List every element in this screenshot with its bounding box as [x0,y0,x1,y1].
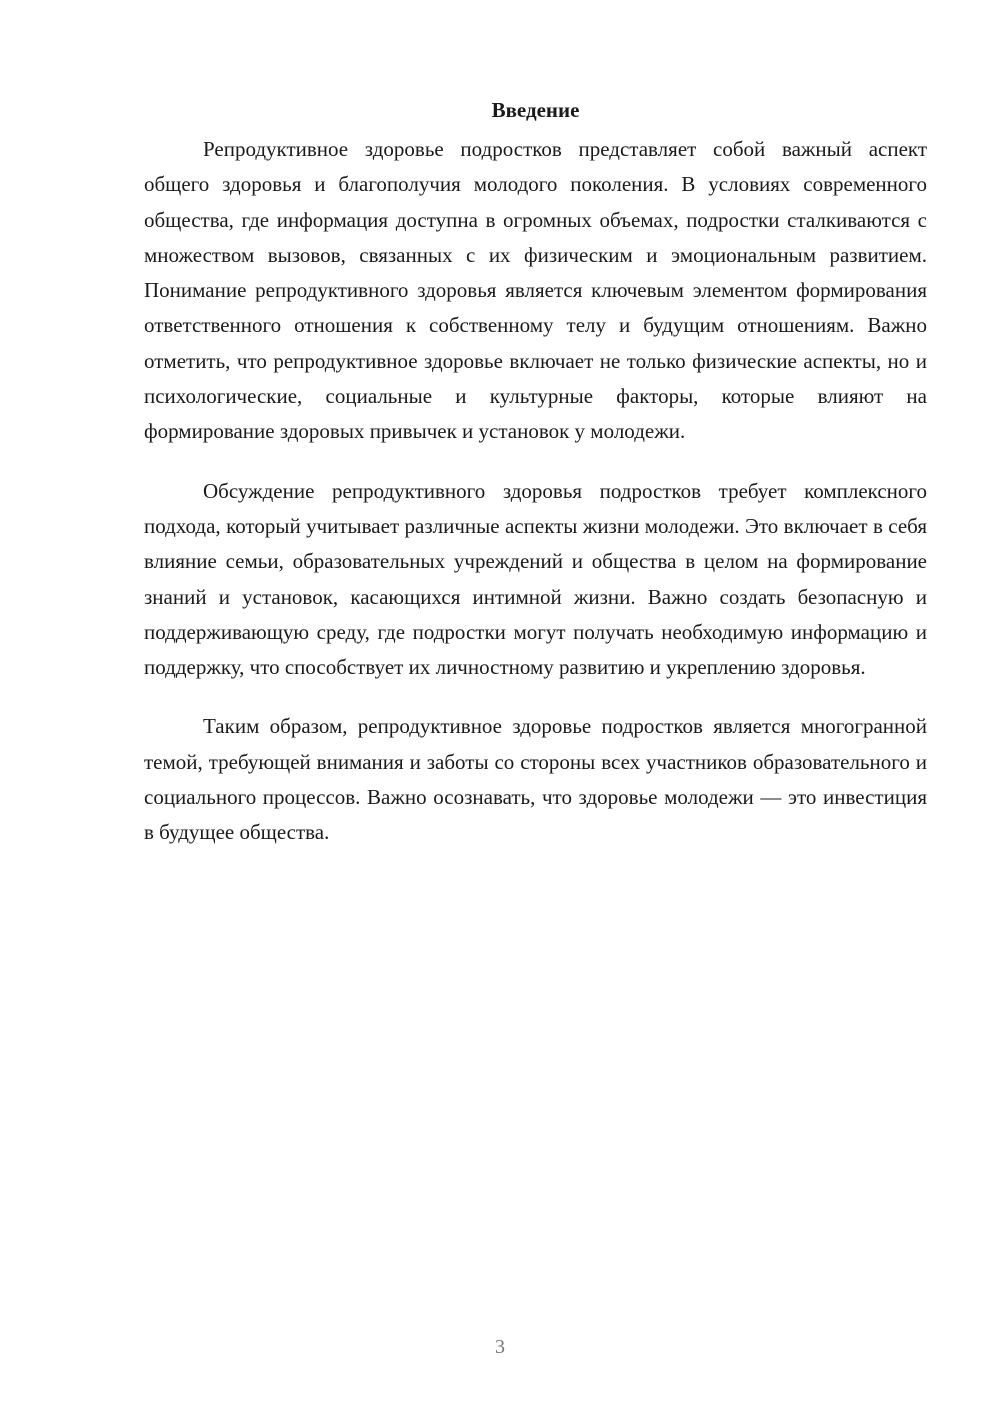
document-body [144,90,927,875]
paragraph-3: Таким образом, репродуктивное здоровье подростков является многогранной темой, требующей внимания и заботы со стороны всех участников образовательного и социального процессов. Важно осознавать, что здоровье молодежи — это инвестиция в будущее общества. [144,714,927,845]
paragraph-2: Обсуждение репродуктивного здоровья подростков требует комплексного подхода, который учитывает различные аспекты жизни молодежи. Это включает в себя влияние семьи, образовательных учреждений и общества в целом на формирование знаний и установок, касающихся интимной жизни. Важно создать безопасную и поддерживающую среду, где подростки могут получать необходимую информацию и поддержку, что способствует их личностному развитию и укреплению здоровья. [144,478,927,680]
paragraph-1: Репродуктивное здоровье подростков представляет собой важный аспект общего здоровья и благополучия молодого поколения. В условиях современного общества, где информация доступна в огромных объемах, подростки сталкиваются с множеством вызовов, связанных с их физическим и эмоциональным развитием. Понимание репродуктивного здоровья является ключевым элементом формирования ответственного отношения к собственному телу и будущим отношениям. Важно отметить, что репродуктивное здоровье включает не только физические аспекты, но и психологические, социальные и культурные факторы, которые влияют на формирование здоровых привычек и установок у молодежи. [144,137,927,444]
page-number: 3 [495,1336,505,1358]
page-title: Введение [491,98,580,122]
